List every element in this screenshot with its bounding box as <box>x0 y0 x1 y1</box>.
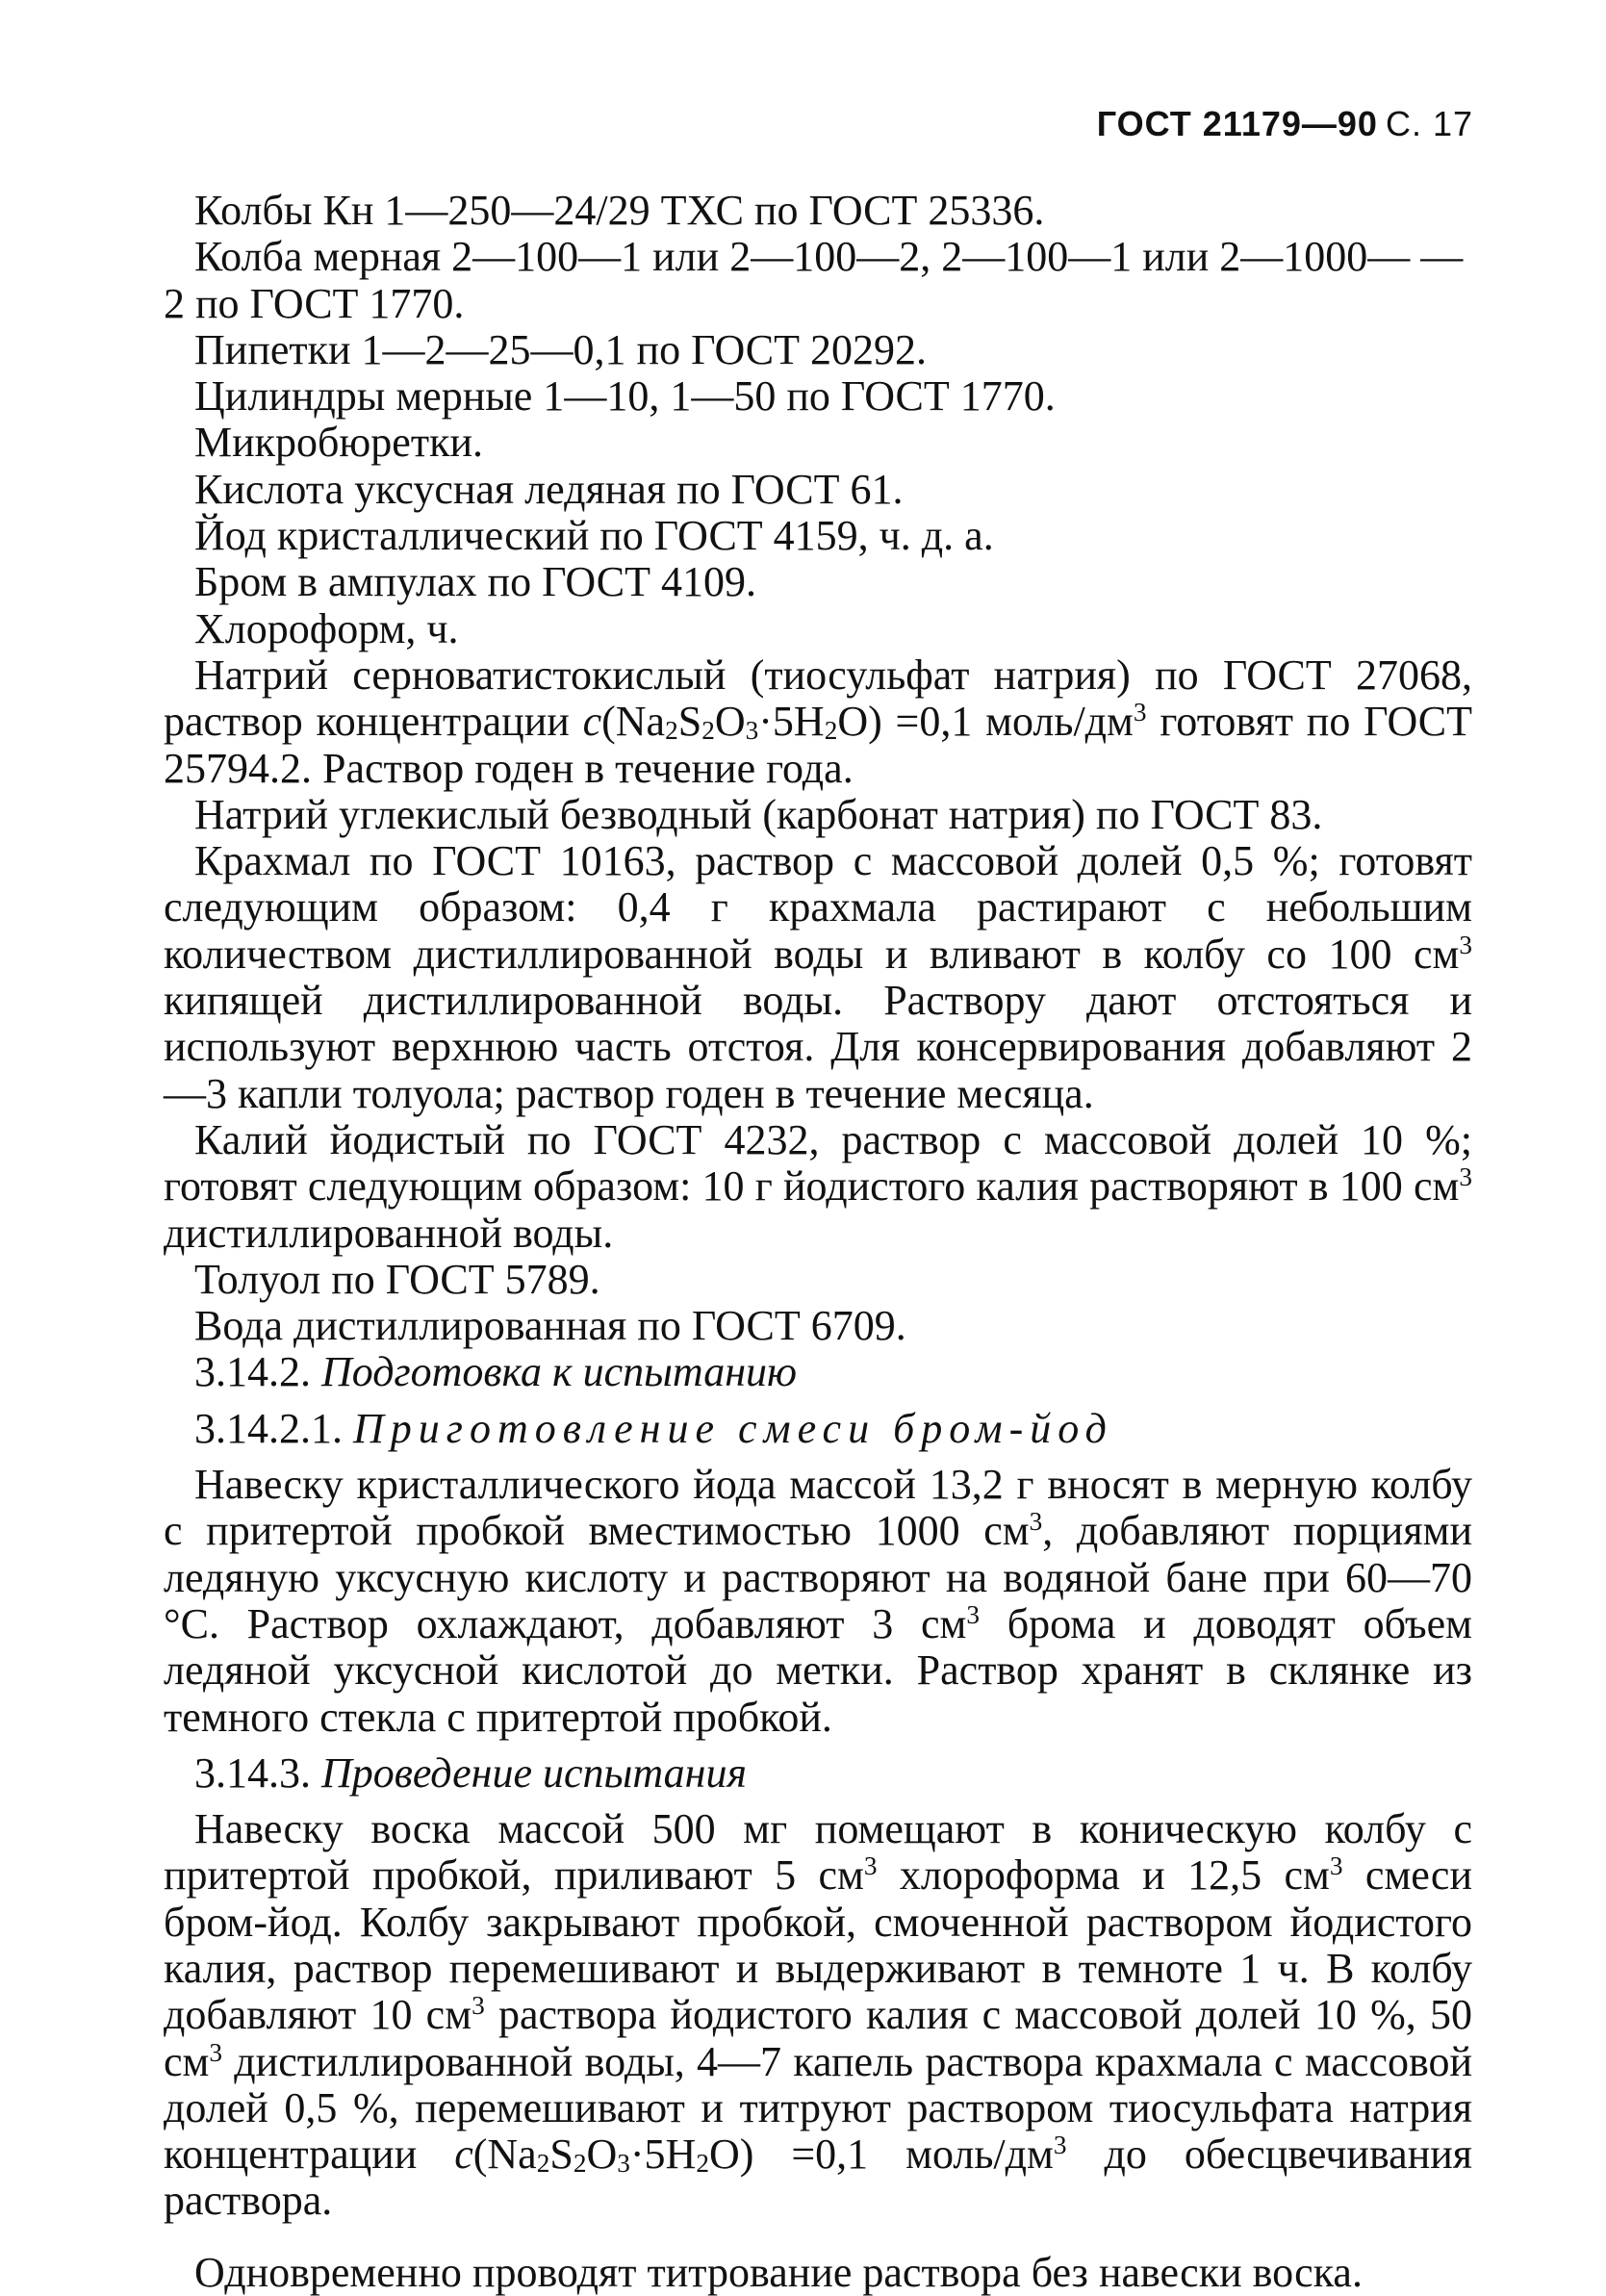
page-number: С. 17 <box>1385 104 1473 143</box>
document-body <box>164 188 1472 2296</box>
test-procedure-paragraph: Навеску воска массой 500 мг помещают в коническую колбу с притертой пробкой, приливают 5 $см^3$ хлороформа и 12,5 $см^3$ смеси бром-йод. Колбу закрывают пробкой, смоченной раствором йодистого калия, раствор перемешивают и выдерживают в темноте 1 ч. В колбу добавляют 10 $см^3$ раствора йодистого калия с массовой долей 10 %, 50 $см^3$ дистиллированной воды, 4—7 капель раствора крахмала с массовой долей 0,5 %, перемешивают и титруют раствором тиосульфата натрия концентрации $c(Na_2S_2O_3\cdot 5H_2O) =0,1$ моль/$дм^3$ до обесцвечивания раствора. <box>164 1805 1473 2225</box>
material-item: Колба мерная 2—100—1 или 2—100—2, 2—100—1 или 2—1000— —2 по ГОСТ 1770. <box>164 233 1464 327</box>
bromine-iodine-paragraph: Навеску кристаллического йода массой 13,2 г вносят в мерную колбу с притертой пробкой вместимостью 1000 $см^3$, добавляют порциями ледяную уксусную кислоту и растворяют на водяной бане при 60—70 °С. Раствор охлаждают, добавляют 3 $см^3$ брома и доводят объем ледяной уксусной кислотой до метки. Раствор хранят в склянке из темного стекла с притертой пробкой. <box>164 1461 1472 1741</box>
blank-titration-paragraph: Одновременно проводят титрование раствора без навески воска. <box>194 2248 1363 2296</box>
water-item: Вода дистиллированная по ГОСТ 6709. <box>194 1302 906 1350</box>
standard-number: ГОСТ 21179—90 <box>1096 104 1378 143</box>
material-item: Пипетки 1—2—25—0,1 по ГОСТ 20292. <box>194 325 927 373</box>
material-item: Колбы Кн 1—250—24/29 ТХС по ГОСТ 25336. <box>194 187 1045 234</box>
toluene-item: Толуол по ГОСТ 5789. <box>194 1255 600 1303</box>
page-header <box>1097 104 1473 144</box>
section-heading-3-14-2-1: 3.14.2.1. Приготовление смеси бром-йод <box>194 1404 1113 1452</box>
thiosulfate-paragraph: Натрий серноватистокислый (тиосульфат натрия) по ГОСТ 27068, раствор концентрации $c(Na_2S_2O_3\cdot 5H_2O) =0,1$ моль/$дм^3$ готовят по ГОСТ 25794.2. Раствор годен в течение года. <box>164 651 1473 792</box>
material-item: Цилиндры мерные 1—10, 1—50 по ГОСТ 1770. <box>194 372 1056 421</box>
material-item: Бром в ампулах по ГОСТ 4109. <box>194 558 756 606</box>
starch-paragraph: Крахмал по ГОСТ 10163, раствор с массовой долей 0,5 %; готовят следующим образом: 0,4 г крахмала растирают с небольшим количеством дистиллированной воды и вливают в колбу со 100 $см^3$ кипящей дистиллированной воды. Раствору дают отстояться и используют верхнюю часть отстоя. Для консервирования добавляют 2—3 капли толуола; раствор годен в течение месяца. <box>164 837 1472 1117</box>
section-heading-3-14-2: 3.14.2. Подготовка к испытанию <box>194 1348 798 1396</box>
material-item: Кислота уксусная ледяная по ГОСТ 61. <box>194 465 904 513</box>
material-item: Микробюретки. <box>194 419 483 467</box>
material-item: Хлороформ, ч. <box>194 604 459 652</box>
potassium-iodide-paragraph: Калий йодистый по ГОСТ 4232, раствор с массовой долей 10 %; готовят следующим образом: 10 г йодистого калия растворяют в 100 $см^3$ дистиллированной воды. <box>164 1115 1472 1257</box>
section-heading-3-14-3: 3.14.3. Проведение испытания <box>194 1748 747 1797</box>
sodium-carbonate-paragraph: Натрий углекислый безводный (карбонат натрия) по ГОСТ 83. <box>194 790 1323 838</box>
material-item: Йод кристаллический по ГОСТ 4159, ч. д. а. <box>194 512 994 560</box>
